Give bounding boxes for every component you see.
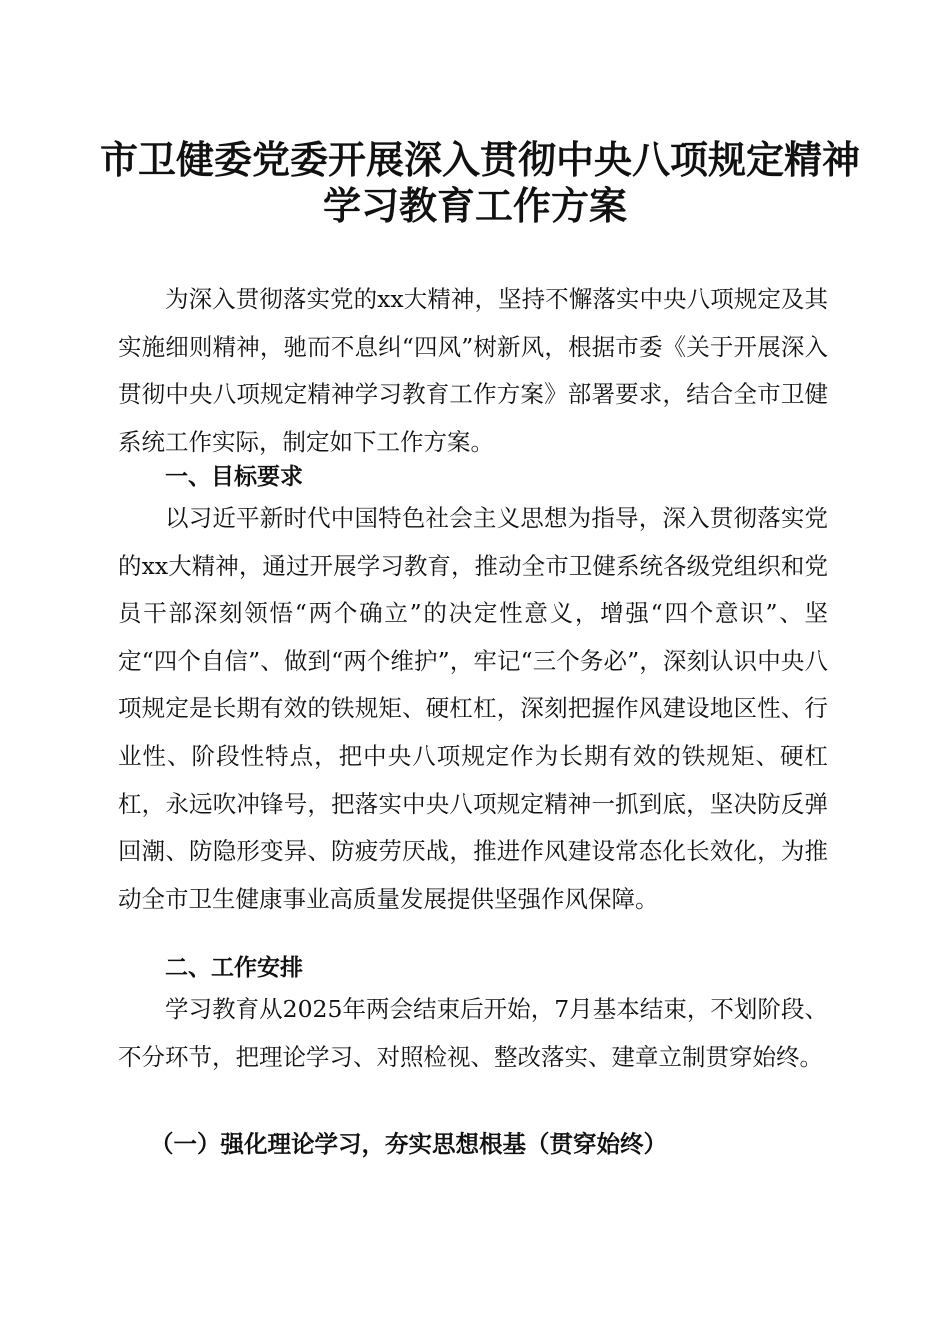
document-title-line-2: 学习教育工作方案: [322, 183, 627, 228]
section-heading-arrangement: 二、工作安排: [165, 955, 303, 981]
section-paragraph-goals: 以习近平新时代中国特色社会主义思想为指导，深入贯彻落实党的xx大精神，通过开展学习教育，推动全市卫健系统各级党组织和党员干部深刻领悟“两个确立”的决定性意义，增强“四个意识”、坚定“四个自信”、做到“两个维护”，牢记“三个务必”，深刻认识中央八项规定是长期有效的铁规矩、硬杠杠，深刻把握作风建设地区性、行业性、阶段性特点，把中央八项规定作为长期有效的铁规矩、硬杠杠，永远吹冲锋号，把落实中央八项规定精神一抓到底，坚决防反弹回潮、防隐形变异、防疲劳厌战，推进作风建设常态化长效化，为推动全市卫生健康事业高质量发展提供坚强作风保障。: [118, 504, 828, 913]
document-title-line-1: 市卫健委党委开展深入贯彻中央八项规定精神: [100, 137, 861, 182]
intro-paragraph: 为深入贯彻落实党的xx大精神，坚持不懈落实中央八项规定及其实施细则精神，驰而不息纠“四风”树新风，根据市委《关于开展深入贯彻中央八项规定精神学习教育工作方案》部署要求，结合全市卫健系统工作实际，制定如下工作方案。: [118, 285, 828, 456]
section-heading-goals: 一、目标要求: [165, 464, 303, 490]
subsection-heading-theory-study: （一）强化理论学习，夯实思想根基（贯穿始终）: [150, 1130, 667, 1158]
section-paragraph-arrangement: 学习教育从2025年两会结束后开始，7月基本结束，不划阶段、不分环节，把理论学习、对照检视、整改落实、建章立制贯穿始终。: [118, 995, 828, 1071]
